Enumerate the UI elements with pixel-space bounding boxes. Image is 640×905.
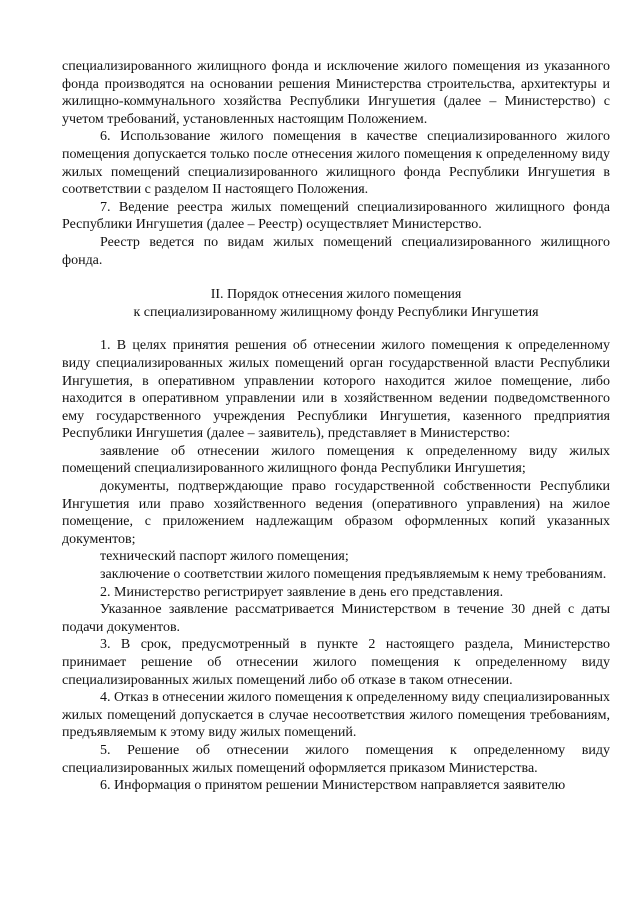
paragraph-registry: Реестр ведется по видам жилых помещений специализированного жилищного фонда. — [62, 234, 610, 268]
paragraph-s2-item-1: 1. В целях принятия решения об отнесении жилого помещения к определенному виду специализированных жилых помещений орган государственной власти Республики Ингушетия, в оперативном управлении которого находится жилое помещение, либо находится в оперативном управлении или в хозяйственном ведении подведомственного ему государственного учреждения Республики Ингушетия, казенного предприятия Республики Ингушетия (далее – заявитель), представляет в Министерство: — [62, 338, 610, 442]
paragraph-s2-item-3: 3. В срок, предусмотренный в пункте 2 настоящего раздела, Министерство принимает решение об отнесении жилого помещения к определенному виду специализированных жилых помещений либо об отказе в таком отнесении. — [62, 637, 610, 688]
section-heading-line-1: II. Порядок отнесения жилого помещения — [210, 287, 462, 303]
document-page — [62, 58, 610, 795]
paragraph-s2-item-5: 5. Решение об отнесении жилого помещения к определенному виду специализированных жилых помещений оформляется приказом Министерства. — [62, 742, 610, 776]
paragraph-s2-item-2: 2. Министерство регистрирует заявление в день его представления. — [100, 584, 504, 600]
paragraph-item-6: 6. Использование жилого помещения в качестве специализированного жилого помещения допускается только после отнесения жилого помещения к определенному виду жилых помещений специализированного жилищного фонда Республики Ингушетия в соответствии с разделом II настоящего Положения. — [62, 129, 610, 198]
paragraph-continuation: специализированного жилищного фонда и исключение жилого помещения из указанного фонда производятся на основании решения Министерства строительства, архитектуры и жилищно-коммунального хозяйства Республики Ингушетия (далее – Министерство) с учетом требований, установленных настоящим Положением. — [62, 59, 610, 127]
paragraph-s2-item-6: 6. Информация о принятом решении Министерством направляется заявителю — [100, 778, 566, 794]
paragraph-s2-application: заявление об отнесении жилого помещения к определенному виду жилых помещений специализированного жилищного фонда Республики Ингушетия; — [62, 443, 610, 477]
paragraph-s2-item-4: 4. Отказ в отнесении жилого помещения к определенному виду специализированных жилых помещений допускается в случае несоответствия жилого помещения требованиям, предъявляемым к этому виду жилых помещений. — [62, 690, 610, 741]
paragraph-s2-documents: документы, подтверждающие право государственной собственности Республики Ингушетия или право хозяйственного ведения (оперативного управления) на жилое помещение, с приложением надлежащим образом оформленных копий указанных документов; — [62, 479, 610, 547]
paragraph-s2-conclusion: заключение о соответствии жилого помещения предъявляемым к нему требованиям. — [100, 567, 607, 583]
section-heading — [62, 286, 610, 321]
paragraph-s2-passport: технический паспорт жилого помещения; — [100, 549, 349, 565]
paragraph-s2-review: Указанное заявление рассматривается Министерством в течение 30 дней с даты подачи документов. — [62, 602, 610, 635]
section-heading-line-2: к специализированному жилищному фонду Республики Ингушетия — [133, 304, 539, 320]
paragraph-item-7: 7. Ведение реестра жилых помещений специализированного жилищного фонда Республики Ингушетия (далее – Реестр) осуществляет Министерство. — [62, 199, 610, 233]
